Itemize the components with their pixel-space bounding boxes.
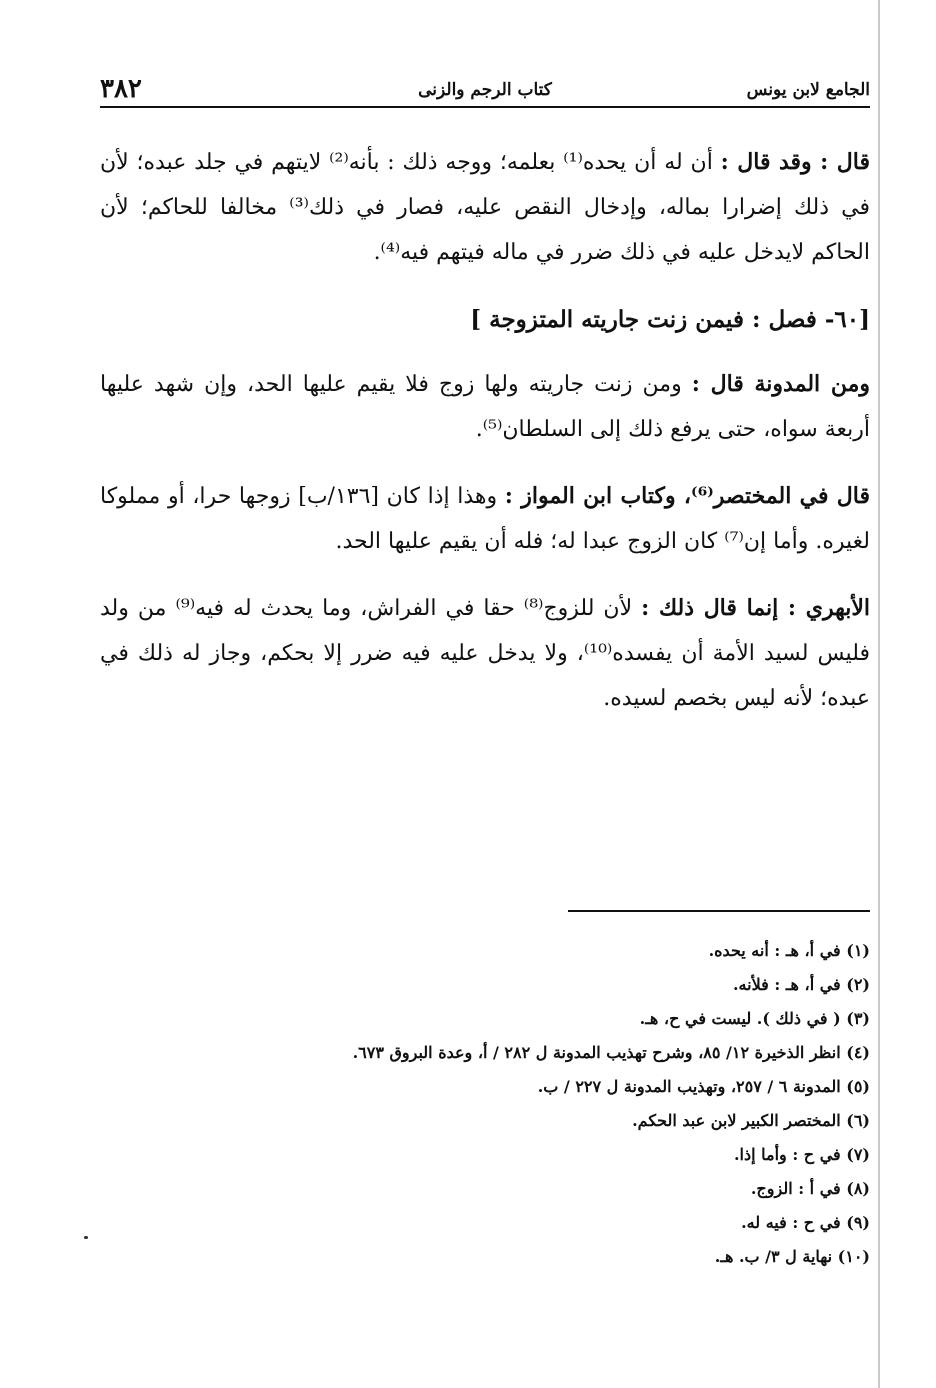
footnote-7: (٧) في ح : وأما إذا. <box>733 1145 870 1164</box>
paragraph <box>100 362 870 452</box>
footnote-separator <box>568 910 870 912</box>
paragraph-lead: الأبهري : إنما قال ذلك : <box>641 595 871 621</box>
paragraph <box>100 474 870 564</box>
running-header <box>100 74 870 108</box>
paragraph <box>100 586 870 721</box>
footnote-5: (٥) المدونة ٦ / ٢٥٧، وتهذيب المدونة ل ٢٢٧ / ب. <box>537 1077 870 1096</box>
chapter-title: كتاب الرجم والزنى <box>418 80 552 100</box>
footnote-10: (١٠) نهاية ل ٣/ ب. هـ. <box>714 1247 870 1266</box>
paragraph-text: ومن زنت جاريته ولها زوج فلا يقيم عليها الحد، وإن شهد عليها أربعة سواه، حتى يرفع ذلك إلى السلطان⁽⁵⁾. <box>100 372 870 442</box>
footnotes <box>100 934 870 1274</box>
scan-page-edge <box>878 0 880 1388</box>
footnote-3: (٣) ( في ذلك ). ليست في ح، هـ. <box>639 1009 870 1028</box>
paragraph <box>100 140 870 275</box>
section-heading: [٦٠- فصل : فيمن زنت جاريته المتزوجة ] <box>470 306 870 333</box>
footnote-9: (٩) في ح : فيه له. <box>741 1213 870 1232</box>
header-rule <box>100 106 870 108</box>
paragraph-lead: قال : وقد قال : <box>720 149 870 175</box>
scan-speck <box>84 1236 88 1239</box>
page-number: ٣٨٢ <box>100 74 142 104</box>
paragraph-lead: ومن المدونة قال : <box>691 371 870 397</box>
paragraph-lead: قال في المختصر⁽⁶⁾، وكتاب ابن المواز : <box>504 483 871 509</box>
footnote-1: (١) في أ، هـ : أنه يحده. <box>708 941 870 960</box>
running-title: الجامع لابن يونس <box>746 80 870 100</box>
footnote-2: (٢) في أ، هـ : فلأنه. <box>732 975 870 994</box>
footnote-8: (٨) في أ : الزوج. <box>750 1179 870 1198</box>
paragraph-text: أن له أن يحده⁽¹⁾ بعلمه؛ ووجه ذلك : بأنه⁽²⁾ لايتهم في جلد عبده؛ لأن في ذلك إضرارا بماله، وإدخال النقص عليه، فصار في ذلك⁽³⁾ مخالفا للحاكم؛ لأن الحاكم لايدخل عليه في ذلك ضرر في ماله فيتهم فيه⁽⁴⁾. <box>100 150 871 265</box>
footnote-6: (٦) المختصر الكبير لابن عبد الحكم. <box>632 1111 870 1130</box>
paragraph-text: لأن للزوج⁽⁸⁾ حقا في الفراش، وما يحدث له فيه⁽⁹⁾ من ولد فليس لسيد الأمة أن يفسده⁽¹⁰⁾، ولا يدخل عليه فيه ضرر إلا بحكم، وجاز له ذلك في عبده؛ لأنه ليس بخصم لسيده. <box>100 596 870 711</box>
footnote-4: (٤) انظر الذخيرة ١٢/ ٨٥، وشرح تهذيب المدونة ل ٢٨٢ / أ، وعدة البروق ٦٧٣. <box>352 1043 870 1062</box>
main-text <box>100 140 870 743</box>
paragraph-text: وهذا إذا كان [١٣٦/ب] زوجها حرا، أو مملوكا لغيره. وأما إن⁽⁷⁾ كان الزوج عبدا له؛ فله أن يقيم عليها الحد. <box>100 484 870 554</box>
